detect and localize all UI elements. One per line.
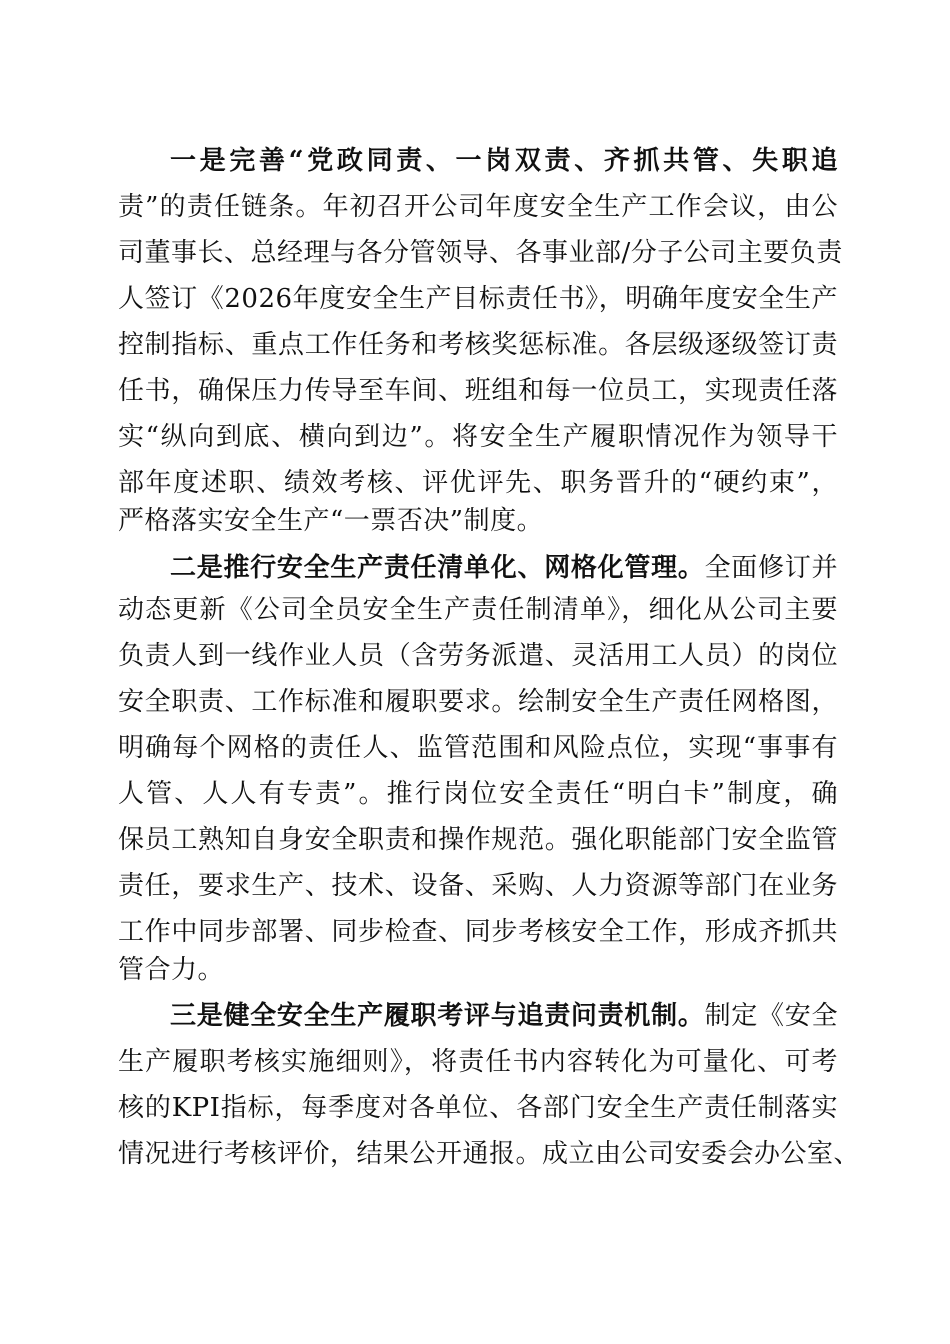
paragraph-1-line-9: 严格落实安全生产“一票否决”制度。: [118, 506, 544, 536]
paragraph-2-line-9: 工作中同步部署、同步检查、同步考核安全工作，形成齐抓共: [118, 917, 838, 947]
paragraph-2-line-10: 管合力。: [118, 955, 225, 985]
paragraph-2-line-1: [170, 548, 838, 588]
paragraph-3-line-4: 情况进行考核评价，结果公开通报。成立由公司安委会办公室、: [118, 1139, 861, 1169]
paragraph-3-line-1: [170, 996, 838, 1036]
paragraph-2-line-3: 负责人到一线作业人员（含劳务派遣、灵活用工人员）的岗位: [118, 641, 838, 671]
paragraph-1-line-1: [170, 141, 838, 181]
paragraph-2-line-4: 安全职责、工作标准和履职要求。绘制安全生产责任网格图，: [118, 687, 838, 717]
paragraph-2-first-line-rest: 全面修订并: [704, 553, 838, 583]
paragraph-1-line-8: 部年度述职、绩效考核、评优评先、职务晋升的“硬约束”，: [118, 468, 838, 498]
paragraph-1-line-2: 责”的责任链条。年初召开公司年度安全生产工作会议，由公: [118, 192, 838, 222]
paragraph-1-line-5: 控制指标、重点工作任务和考核奖惩标准。各层级逐级签订责: [118, 330, 838, 360]
paragraph-2-lead: 二是推行安全生产责任清单化、网格化管理。: [170, 553, 705, 583]
paragraph-3-first-line-rest: 制定《安全: [704, 1001, 838, 1031]
paragraph-1-line-7: 实“纵向到底、横向到边”。将安全生产履职情况作为领导干: [118, 422, 838, 452]
paragraph-2-line-2: 动态更新《公司全员安全生产责任制清单》，细化从公司主要: [118, 595, 838, 625]
paragraph-1-line-6: 任书，确保压力传导至车间、班组和每一位员工，实现责任落: [118, 376, 838, 406]
paragraph-3-line-3: 核的KPI指标，每季度对各单位、各部门安全生产责任制落实: [118, 1093, 838, 1123]
paragraph-3-line-2: 生产履职考核实施细则》，将责任书内容转化为可量化、可考: [118, 1047, 838, 1077]
paragraph-2-line-5: 明确每个网格的责任人、监管范围和风险点位，实现“事事有: [118, 733, 838, 763]
paragraph-1-lead: 一是完善“党政同责、一岗双责、齐抓共管、失职追: [170, 146, 838, 176]
paragraph-1-line-3: 司董事长、总经理与各分管领导、各事业部/分子公司主要负责: [118, 238, 843, 268]
paragraph-2-line-7: 保员工熟知自身安全职责和操作规范。强化职能部门安全监管: [118, 825, 838, 855]
paragraph-3-lead: 三是健全安全生产履职考评与追责问责机制。: [170, 1001, 705, 1031]
paragraph-2-line-8: 责任，要求生产、技术、设备、采购、人力资源等部门在业务: [118, 871, 838, 901]
paragraph-1-line-4: 人签订《2026年度安全生产目标责任书》，明确年度安全生产: [118, 284, 838, 314]
paragraph-2-line-6: 人管、人人有专责”。推行岗位安全责任“明白卡”制度，确: [118, 779, 838, 809]
